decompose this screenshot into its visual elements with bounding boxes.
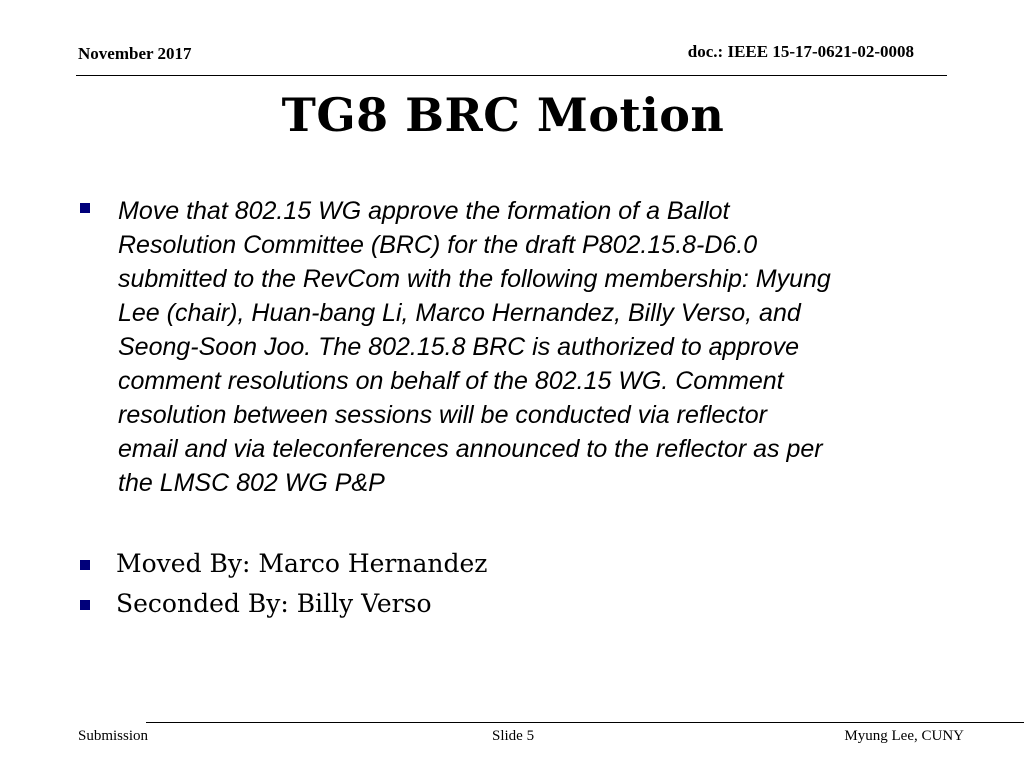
motion-line: comment resolutions on behalf of the 802.15 WG. Comment [118,367,784,395]
motion-line: Resolution Committee (BRC) for the draft P802.15.8-D6.0 [118,231,758,259]
bullet-square-icon [80,203,90,213]
bullet-square-icon [80,600,90,610]
moved-by: Moved By: Marco Hernandez [116,549,488,578]
seconded-by: Seconded By: Billy Verso [116,589,432,618]
motion-line: Lee (chair), Huan-bang Li, Marco Hernandez, Billy Verso, and [118,299,801,327]
motion-line: submitted to the RevCom with the following membership: Myung [118,265,831,293]
header-divider [76,75,947,76]
motion-line: resolution between sessions will be conducted via reflector [118,401,767,429]
motion-line: Move that 802.15 WG approve the formation of a Ballot [118,197,730,225]
bullet-square-icon [80,560,90,570]
motion-line: the LMSC 802 WG P&P [118,469,385,497]
footer-divider [146,722,1024,723]
footer-slide-number: Slide 5 [492,728,535,744]
slide-title: TG8 BRC Motion [281,88,725,142]
motion-line: Seong-Soon Joo. The 802.15.8 BRC is authorized to approve [118,333,799,361]
motion-text [118,194,948,500]
header-doc-id: doc.: IEEE 15-17-0621-02-0008 [687,42,914,61]
header-date: November 2017 [78,44,192,63]
footer-author: Myung Lee, CUNY [844,728,964,744]
footer-submission: Submission [78,728,149,744]
motion-line: email and via teleconferences announced to the reflector as per [118,435,823,463]
